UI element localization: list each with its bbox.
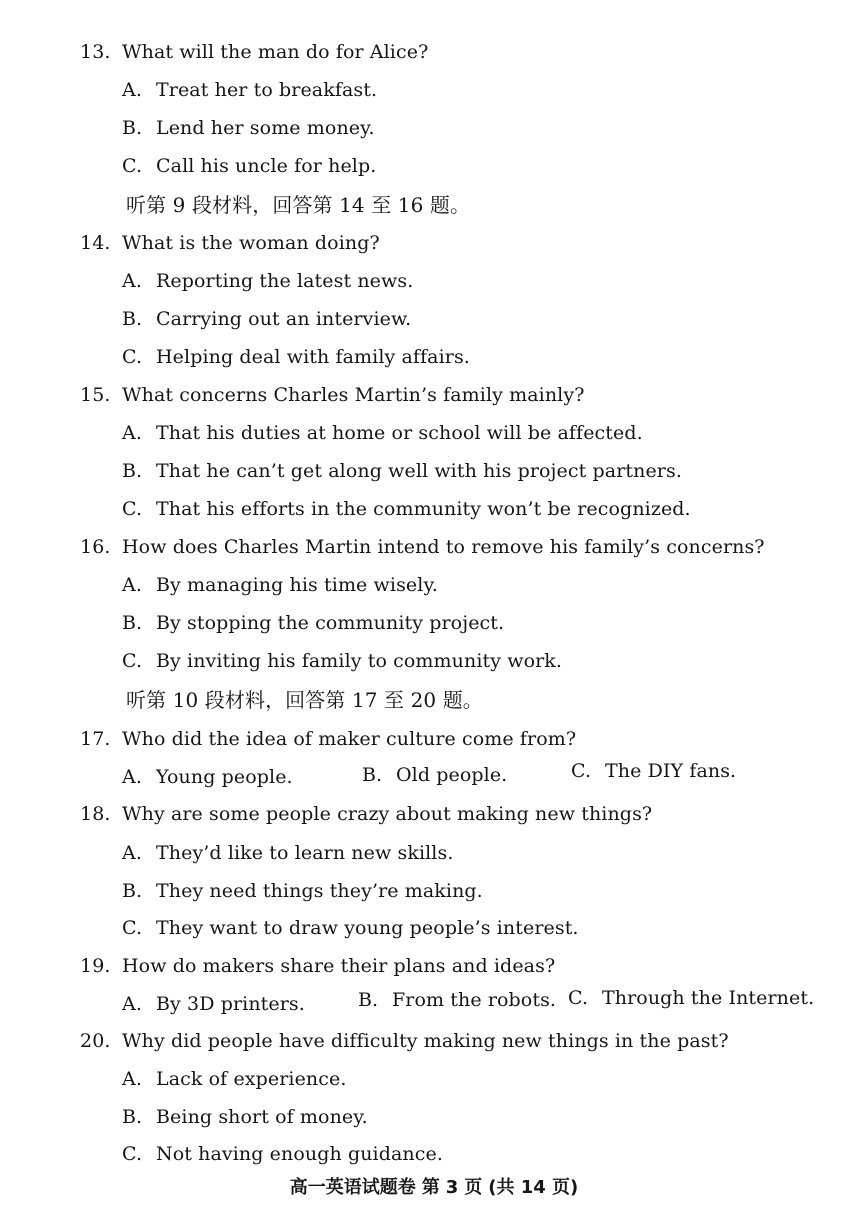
q13-option-a: A. Treat her to breakfast. bbox=[122, 79, 378, 101]
footer-page-number: 3 bbox=[445, 1177, 459, 1198]
question-19: 19. How do makers share their plans and ideas? bbox=[80, 955, 556, 977]
footer-page-label: 第 bbox=[421, 1177, 440, 1198]
question-17: 17. Who did the idea of maker culture come from? bbox=[80, 728, 577, 750]
q19-option-a: A. By 3D printers. bbox=[122, 993, 305, 1015]
q14-option-b: B. Carrying out an interview. bbox=[122, 308, 412, 330]
footer-total-pages: (共 14 页) bbox=[488, 1177, 579, 1198]
q15-option-a: A. That his duties at home or school will be affected. bbox=[122, 422, 643, 444]
q20-option-b: B. Being short of money. bbox=[122, 1106, 368, 1128]
q19-option-b: B. From the robots. bbox=[358, 989, 557, 1011]
question-20: 20. Why did people have difficulty making new things in the past? bbox=[80, 1030, 729, 1052]
q13-option-c: C. Call his uncle for help. bbox=[122, 155, 377, 177]
section-instruction-9: 听第 9 段材料，回答第 14 至 16 题。 bbox=[126, 193, 471, 217]
footer-title: 高一英语试题卷 bbox=[289, 1177, 416, 1198]
question-18: 18. Why are some people crazy about making new things? bbox=[80, 803, 653, 825]
q19-option-c: C. Through the Internet. bbox=[568, 987, 815, 1009]
q16-option-c: C. By inviting his family to community work. bbox=[122, 650, 563, 672]
q15-option-b: B. That he can’t get along well with his project partners. bbox=[122, 460, 682, 482]
q18-option-a: A. They’d like to learn new skills. bbox=[122, 842, 454, 864]
q16-option-b: B. By stopping the community project. bbox=[122, 612, 505, 634]
q17-option-a: A. Young people. bbox=[122, 766, 293, 788]
q17-option-b: B. Old people. bbox=[362, 764, 508, 786]
q13-option-b: B. Lend her some money. bbox=[122, 117, 375, 139]
q17-option-c: C. The DIY fans. bbox=[571, 760, 737, 782]
page-footer bbox=[0, 1176, 868, 1200]
question-14: 14. What is the woman doing? bbox=[80, 232, 380, 254]
q18-option-c: C. They want to draw young people’s interest. bbox=[122, 917, 579, 939]
question-15: 15. What concerns Charles Martin’s family mainly? bbox=[80, 384, 585, 406]
q18-option-b: B. They need things they’re making. bbox=[122, 880, 483, 902]
section-instruction-10: 听第 10 段材料，回答第 17 至 20 题。 bbox=[126, 688, 483, 712]
q20-option-c: C. Not having enough guidance. bbox=[122, 1143, 443, 1165]
footer-page-unit: 页 bbox=[464, 1177, 483, 1198]
q15-option-c: C. That his efforts in the community won’t be recognized. bbox=[122, 498, 691, 520]
q16-option-a: A. By managing his time wisely. bbox=[122, 574, 438, 596]
q20-option-a: A. Lack of experience. bbox=[122, 1068, 347, 1090]
question-16: 16. How does Charles Martin intend to remove his family’s concerns? bbox=[80, 536, 765, 558]
q14-option-c: C. Helping deal with family affairs. bbox=[122, 346, 470, 368]
q14-option-a: A. Reporting the latest news. bbox=[122, 270, 414, 292]
question-13: 13. What will the man do for Alice? bbox=[80, 41, 429, 63]
